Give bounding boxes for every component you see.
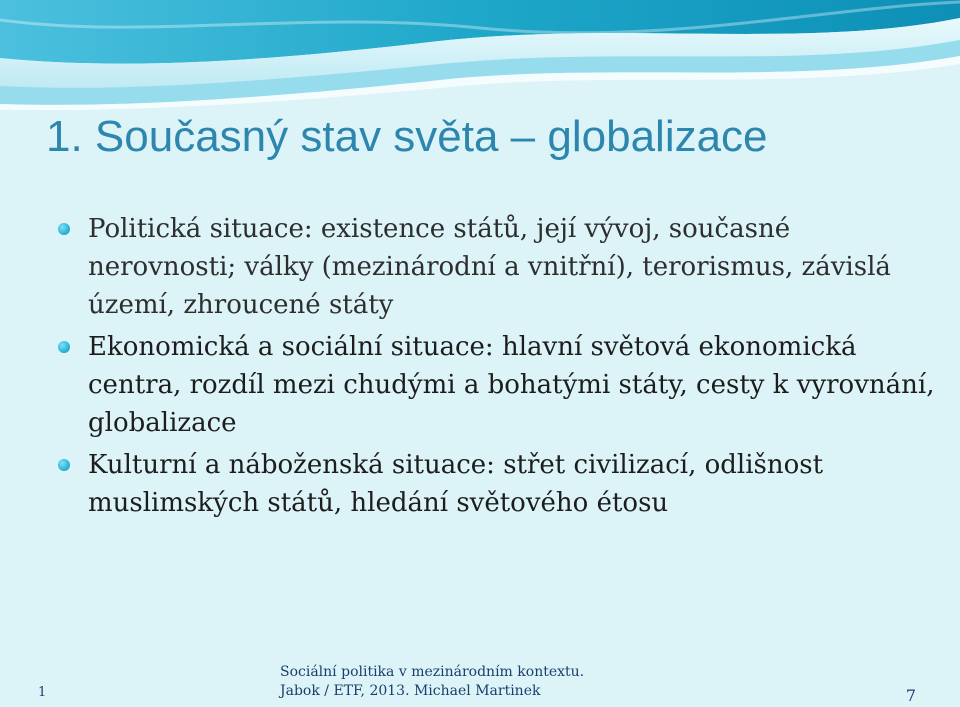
footer-text xyxy=(280,663,584,701)
footer-slide-number: 1 xyxy=(38,685,47,700)
decorative-wave-header xyxy=(0,0,960,110)
bullet-text: Ekonomická a sociální situace: hlavní světová ekonomická centra, rozdíl mezi chudými a bohatými státy, cesty k vyrovnání, globalizace xyxy=(88,332,935,438)
bullet-item-political xyxy=(56,210,936,324)
footer-line-2: Jabok / ETF, 2013. Michael Martinek xyxy=(280,683,541,699)
bullet-item-economic xyxy=(56,328,936,442)
bullet-item-cultural xyxy=(56,446,936,522)
footer-page-number: 7 xyxy=(905,686,916,705)
bullet-dot-icon xyxy=(58,223,70,235)
slide-title: 1. Současný stav světa – globalizace xyxy=(46,112,768,161)
bullet-text: Kulturní a náboženská situace: střet civilizací, odlišnost muslimských států, hledání světového étosu xyxy=(88,450,824,518)
bullet-text: Politická situace: existence států, její vývoj, současné nerovnosti; války (mezinárodní a vnitřní), terorismus, závislá území, zhroucené státy xyxy=(88,214,891,320)
footer-line-1: Sociální politika v mezinárodním kontextu. xyxy=(280,664,585,680)
bullet-dot-icon xyxy=(58,459,70,471)
bullet-dot-icon xyxy=(58,341,70,353)
bullet-list xyxy=(56,210,936,526)
